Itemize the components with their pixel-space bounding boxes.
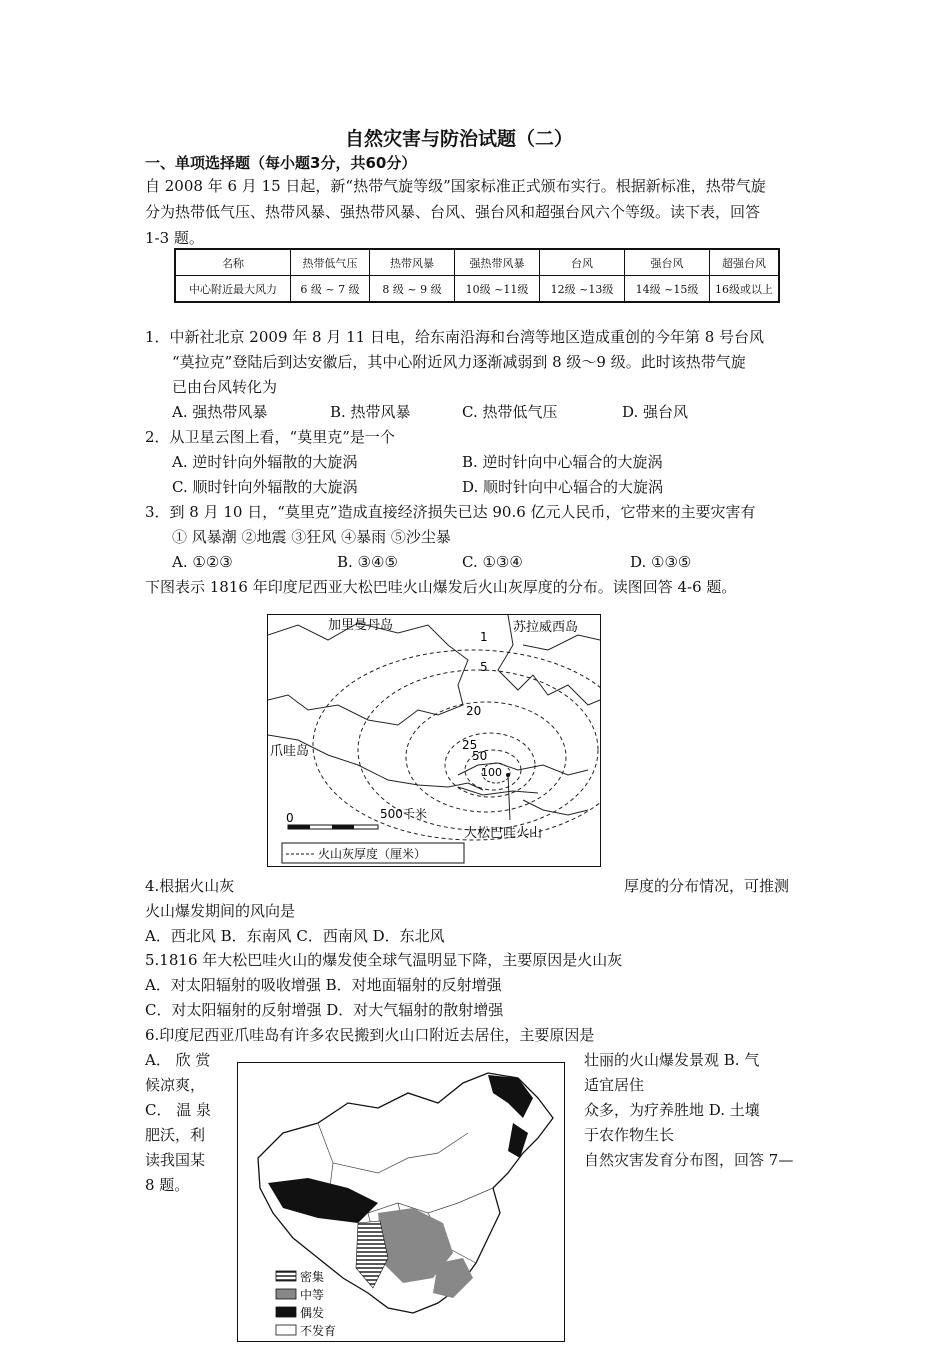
table-cell: 12级 ~13级 [540,276,625,303]
china-hazard-map [237,1062,565,1342]
scale-distance: 500千米 [380,807,427,821]
option-a: A. ①②③ [172,553,233,571]
table-cell: 名称 [175,249,291,276]
table-cell: 中心附近最大风力 [175,276,291,303]
legend-occasional-label: 偶发 [300,1306,325,1320]
iso-label-20: 20 [466,704,482,718]
table-cell: 热带低气压 [291,249,370,276]
option-d: D. ①③⑤ [630,553,692,571]
legend-dense-label: 密集 [300,1270,325,1284]
option-a: A. 强热带风暴 [172,403,268,421]
table-cell: 强台风 [625,249,710,276]
iso-label-5: 5 [480,660,488,674]
option-b: B. 逆时针向中心辐合的大旋涡 [462,453,663,471]
iso-label-25: 25 [462,738,478,752]
table-cell: 台风 [540,249,625,276]
volcano-marker [506,773,510,777]
table-cell: 超强台风 [710,249,780,276]
legend-dense-swatch [276,1271,296,1281]
section-heading: 一、单项选择题（每小题3分，共60分） [145,154,417,172]
label-sulawesi: 苏拉威西岛 [513,620,579,635]
option-d: D. 顺时针向中心辐合的大旋涡 [462,478,664,496]
option-b: B. ③④⑤ [337,553,398,571]
iso-label-100: 100 [481,766,502,779]
option-b: B. 热带风暴 [330,403,411,421]
legend-none-swatch [276,1325,296,1335]
sunda-islands [458,763,588,815]
isopach-25 [445,733,535,797]
isopach-1 [313,650,600,840]
option-c: C. 热带低气压 [462,403,558,421]
kalimantan-coast [268,623,468,725]
iso-label-1: 1 [480,630,488,644]
option-a: A. 逆时针向外辐散的大旋涡 [172,453,358,471]
volcano-pointer [508,775,510,820]
table-cell: 16级或以上 [710,276,780,303]
table-cell: 强热带风暴 [455,249,540,276]
legend-medium-swatch [276,1289,296,1299]
label-java: 爪哇岛 [270,744,310,759]
table-cell: 热带风暴 [370,249,455,276]
legend-occasional-swatch [276,1307,296,1317]
legend-medium-label: 中等 [300,1288,325,1302]
scale-zero: 0 [286,811,294,825]
option-d: D. 强台风 [622,403,689,421]
label-kalimantan: 加里曼丹岛 [328,618,394,633]
iso-label-50: 50 [472,749,488,763]
label-volcano: 大松巴哇火山 [464,826,543,841]
table-row [175,276,779,303]
table-cell: 10级 ~11级 [455,276,540,303]
legend-label: 火山灰厚度（厘米） [318,847,427,861]
option-c: C. 顺时针向外辐散的大旋涡 [172,478,358,496]
intro-map1: 下图表示 1816 年印度尼西亚大松巴哇火山爆发后火山灰厚度的分布。读图回答 4-6 题。 [145,578,737,596]
table-cell: 6 级 ~ 7 级 [291,276,370,303]
table-cell: 8 级 ~ 9 级 [370,276,455,303]
option-c: C. ①③④ [462,553,523,571]
page-title: 自然灾害与防治试题（二） [345,128,574,150]
volcanic-ash-map [267,614,601,867]
table-cell: 14级 ~15级 [625,276,710,303]
table-header-row [175,249,779,276]
legend-none-label: 不发育 [300,1324,337,1338]
cyclone-level-table [174,248,780,303]
